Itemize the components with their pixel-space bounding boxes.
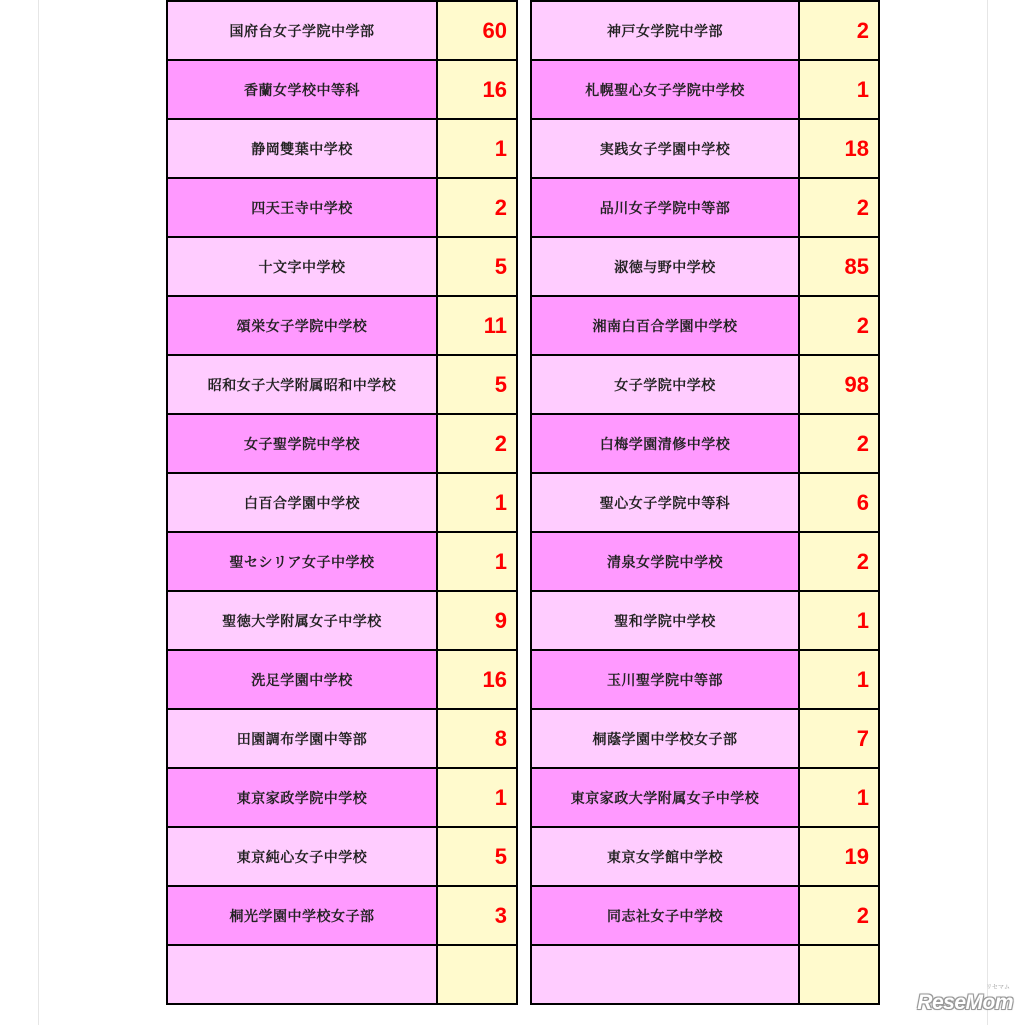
table-row [531,650,879,709]
school-count: 16 [437,60,517,119]
school-name: 東京家政学院中学校 [167,768,437,827]
table-row [167,768,517,827]
school-count: 2 [799,296,879,355]
school-count: 60 [437,1,517,60]
school-name: 東京純心女子中学校 [167,827,437,886]
school-name: 東京女学館中学校 [531,827,799,886]
school-name: 聖徳大学附属女子中学校 [167,591,437,650]
school-count: 18 [799,119,879,178]
school-name: 聖セシリア女子中学校 [167,532,437,591]
school-name: 桐光学園中学校女子部 [167,886,437,945]
school-name: 四天王寺中学校 [167,178,437,237]
school-name: 東京家政大学附属女子中学校 [531,768,799,827]
school-count: 1 [437,473,517,532]
school-count: 5 [437,237,517,296]
table-row [167,945,517,1004]
school-count: 19 [799,827,879,886]
table-row [531,1,879,60]
table-row [531,237,879,296]
school-name: 湘南白百合学園中学校 [531,296,799,355]
table-row [531,709,879,768]
school-count: 2 [799,886,879,945]
school-name [531,945,799,1004]
school-count: 98 [799,355,879,414]
table-row [531,414,879,473]
table-row [531,355,879,414]
table-row [167,473,517,532]
school-name: 清泉女学院中学校 [531,532,799,591]
school-name: 同志社女子中学校 [531,886,799,945]
school-count: 9 [437,591,517,650]
table-row [167,414,517,473]
table-row [167,60,517,119]
school-name: 十文字中学校 [167,237,437,296]
school-count: 1 [799,650,879,709]
school-count: 2 [437,414,517,473]
table-row [531,768,879,827]
school-count: 1 [799,591,879,650]
table-row [531,473,879,532]
table-row [167,709,517,768]
school-name: 白百合学園中学校 [167,473,437,532]
table-row [167,591,517,650]
school-name: 実践女子学園中学校 [531,119,799,178]
table-row [167,650,517,709]
school-count: 1 [437,768,517,827]
table-row [531,60,879,119]
table-row [167,237,517,296]
school-count: 1 [799,768,879,827]
school-count: 1 [437,119,517,178]
school-count: 1 [437,532,517,591]
school-count: 3 [437,886,517,945]
school-name: 玉川聖学院中等部 [531,650,799,709]
table-row [167,827,517,886]
table-row [167,1,517,60]
school-name: 神戸女学院中学部 [531,1,799,60]
school-name: 田園調布学園中等部 [167,709,437,768]
school-name: 桐蔭学園中学校女子部 [531,709,799,768]
table-row [167,119,517,178]
table-row [531,178,879,237]
school-count: 8 [437,709,517,768]
table-row [531,591,879,650]
school-count: 5 [437,355,517,414]
school-name [167,945,437,1004]
school-name: 昭和女子大学附属昭和中学校 [167,355,437,414]
school-count: 2 [799,178,879,237]
school-count [799,945,879,1004]
school-table-left [166,0,518,1005]
table-row [531,119,879,178]
school-count: 5 [437,827,517,886]
table-row [167,178,517,237]
table-row [167,532,517,591]
school-count: 11 [437,296,517,355]
school-name: 国府台女子学院中学部 [167,1,437,60]
table-row [167,355,517,414]
school-name: 聖和学院中学校 [531,591,799,650]
school-count: 1 [799,60,879,119]
school-count: 85 [799,237,879,296]
table-row [167,886,517,945]
school-count: 2 [799,532,879,591]
school-count: 6 [799,473,879,532]
school-count: 2 [799,1,879,60]
table-row [531,532,879,591]
school-name: 香蘭女学校中等科 [167,60,437,119]
school-name: 洗足学園中学校 [167,650,437,709]
table-row [531,945,879,1004]
resemom-logo: ReseMom [917,991,1013,1014]
table-row [531,296,879,355]
school-name: 女子聖学院中学校 [167,414,437,473]
school-name: 札幌聖心女子学院中学校 [531,60,799,119]
school-count: 16 [437,650,517,709]
school-name: 静岡雙葉中学校 [167,119,437,178]
school-count [437,945,517,1004]
school-name: 聖心女子学院中等科 [531,473,799,532]
school-name: 女子学院中学校 [531,355,799,414]
school-name: 頌栄女子学院中学校 [167,296,437,355]
watermark-sub: リセマム [986,985,1010,991]
school-count: 2 [799,414,879,473]
school-count: 2 [437,178,517,237]
school-count: 7 [799,709,879,768]
table-row [531,827,879,886]
school-name: 白梅学園清修中学校 [531,414,799,473]
table-row [531,886,879,945]
school-table-right [530,0,880,1005]
school-name: 品川女子学院中等部 [531,178,799,237]
school-name: 淑徳与野中学校 [531,237,799,296]
table-row [167,296,517,355]
